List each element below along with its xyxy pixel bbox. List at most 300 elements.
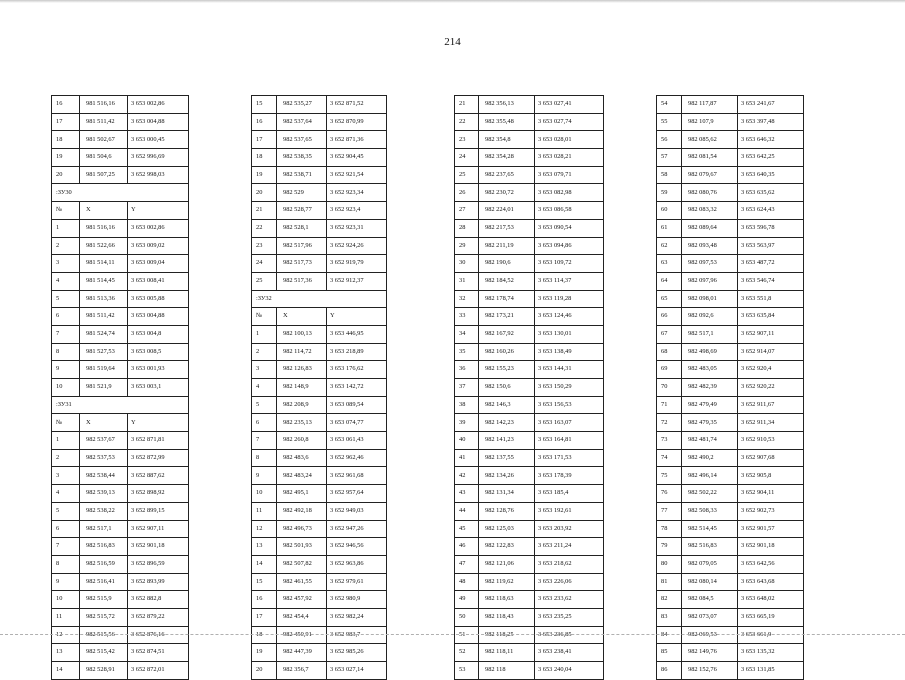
table-row <box>455 255 604 273</box>
coordinate-x: 982 142,23 <box>479 414 535 432</box>
point-number: 81 <box>657 573 682 591</box>
point-number: 34 <box>455 325 479 343</box>
table-row <box>52 290 189 308</box>
coordinate-y: 3 652 904,45 <box>327 149 387 167</box>
coordinate-y: 3 653 171,53 <box>535 449 604 467</box>
coordinate-x: 982 237,65 <box>479 166 535 184</box>
table-row <box>455 149 604 167</box>
point-number: 18 <box>252 626 277 644</box>
table-row <box>455 219 604 237</box>
coordinate-y: 3 652 911,67 <box>738 396 804 414</box>
table-row <box>455 325 604 343</box>
point-number: 23 <box>252 237 277 255</box>
point-number: 10 <box>52 379 80 397</box>
coordinate-y: 3 653 176,62 <box>327 361 387 379</box>
coordinate-y: 3 653 001,93 <box>128 361 189 379</box>
coordinate-y: 3 653 009,04 <box>128 255 189 273</box>
point-number: 16 <box>252 113 277 131</box>
point-number: 5 <box>52 290 80 308</box>
point-number: 7 <box>52 325 80 343</box>
table-row <box>455 449 604 467</box>
table-row <box>52 219 189 237</box>
table-row <box>455 432 604 450</box>
coordinate-x: 982 515,42 <box>80 644 128 662</box>
point-number: 4 <box>52 485 80 503</box>
point-number: 43 <box>455 485 479 503</box>
point-number: 84 <box>657 626 682 644</box>
coordinate-y: 3 653 119,28 <box>535 290 604 308</box>
table-row <box>657 414 804 432</box>
point-number: 52 <box>455 644 479 662</box>
coordinate-y: 3 652 914,07 <box>738 343 804 361</box>
point-number: 79 <box>657 538 682 556</box>
coordinate-x: 982 217,53 <box>479 219 535 237</box>
coordinate-y: 3 652 902,73 <box>738 502 804 520</box>
table-row <box>657 467 804 485</box>
coordinate-x: 982 208,9 <box>277 396 327 414</box>
point-number: 68 <box>657 343 682 361</box>
table-row <box>455 538 604 556</box>
coordinate-x: 982 211,19 <box>479 237 535 255</box>
coordinate-x: 982 080,76 <box>682 184 738 202</box>
table-row <box>455 202 604 220</box>
table-row <box>455 414 604 432</box>
coordinate-x: 982 354,8 <box>479 131 535 149</box>
coordinate-x: 981 513,36 <box>80 290 128 308</box>
coordinate-y: 3 653 002,86 <box>128 219 189 237</box>
coordinate-y: 3 652 872,99 <box>128 449 189 467</box>
point-number: 14 <box>52 662 80 680</box>
point-number: 20 <box>252 662 277 680</box>
coordinate-y: 3 652 920,22 <box>738 379 804 397</box>
coordinate-y: 3 653 218,62 <box>535 555 604 573</box>
table-row <box>252 432 387 450</box>
coordinate-y: 3 653 640,35 <box>738 166 804 184</box>
coordinate-x: 982 121,06 <box>479 555 535 573</box>
coordinate-y: 3 653 003,1 <box>128 379 189 397</box>
point-number: 7 <box>252 432 277 450</box>
coordinate-x: 982 126,83 <box>277 361 327 379</box>
coordinate-x: 982 224,01 <box>479 202 535 220</box>
table-row <box>657 113 804 131</box>
coordinate-x: 982 537,64 <box>277 113 327 131</box>
coordinate-y: 3 652 947,26 <box>327 520 387 538</box>
point-number: 15 <box>252 573 277 591</box>
coordinate-y: 3 653 226,06 <box>535 573 604 591</box>
point-number: 83 <box>657 608 682 626</box>
parcel-section-label: :ЗУ32 <box>252 290 387 308</box>
coordinate-x: 982 107,9 <box>682 113 738 131</box>
table-row <box>657 237 804 255</box>
coordinate-x: 982 167,92 <box>479 325 535 343</box>
coordinate-x: 982 450,91 <box>277 626 327 644</box>
coordinate-y: 3 652 912,37 <box>327 272 387 290</box>
point-number: 11 <box>52 608 80 626</box>
coordinate-x: 982 160,26 <box>479 343 535 361</box>
table-row <box>657 485 804 503</box>
coordinate-y: 3 652 924,26 <box>327 237 387 255</box>
coordinate-y: 3 653 142,72 <box>327 379 387 397</box>
table-row <box>52 96 189 114</box>
coordinate-x: 981 502,67 <box>80 131 128 149</box>
coordinate-x: 982 085,62 <box>682 131 738 149</box>
table-row <box>657 520 804 538</box>
table-row <box>252 502 387 520</box>
coordinate-y: 3 652 921,54 <box>327 166 387 184</box>
coordinate-y: 3 653 004,8 <box>128 325 189 343</box>
coordinate-y: 3 652 874,51 <box>128 644 189 662</box>
coordinate-y: 3 653 203,92 <box>535 520 604 538</box>
coordinate-y: 3 653 646,32 <box>738 131 804 149</box>
coordinate-table-1 <box>51 95 189 680</box>
point-number: 76 <box>657 485 682 503</box>
coordinate-y: 3 653 192,61 <box>535 502 604 520</box>
table-row <box>657 272 804 290</box>
header-y: Y <box>128 202 189 220</box>
point-number: 3 <box>52 467 80 485</box>
coordinate-x: 982 079,05 <box>682 555 738 573</box>
coordinate-y: 3 653 211,24 <box>535 538 604 556</box>
table-row <box>657 538 804 556</box>
coordinate-x: 982 190,6 <box>479 255 535 273</box>
coordinate-x: 982 184,52 <box>479 272 535 290</box>
coordinate-y: 3 652 962,46 <box>327 449 387 467</box>
coordinate-y: 3 653 643,68 <box>738 573 804 591</box>
coordinate-x: 982 538,44 <box>80 467 128 485</box>
table-row <box>455 644 604 662</box>
coordinate-x: 981 521,9 <box>80 379 128 397</box>
coordinate-x: 982 537,53 <box>80 449 128 467</box>
scan-bottom-edge <box>0 634 905 636</box>
point-number: 73 <box>657 432 682 450</box>
coordinate-y: 3 653 008,5 <box>128 343 189 361</box>
coordinate-y: 3 653 027,41 <box>535 96 604 114</box>
point-number: 44 <box>455 502 479 520</box>
coordinate-y: 3 652 957,64 <box>327 485 387 503</box>
coordinate-y: 3 653 446,95 <box>327 325 387 343</box>
coordinate-y: 3 652 901,18 <box>128 538 189 556</box>
coordinate-x: 982 516,59 <box>80 555 128 573</box>
parcel-section-label: :ЗУ30 <box>52 184 189 202</box>
point-number: 37 <box>455 379 479 397</box>
table-row <box>657 361 804 379</box>
table-row <box>657 325 804 343</box>
coordinate-x: 982 081,54 <box>682 149 738 167</box>
coordinate-x: 982 457,92 <box>277 591 327 609</box>
point-number: 30 <box>455 255 479 273</box>
coordinate-x: 982 354,28 <box>479 149 535 167</box>
coordinate-y: 3 653 635,62 <box>738 184 804 202</box>
table-row <box>455 396 604 414</box>
point-number: 13 <box>252 538 277 556</box>
table-row <box>252 485 387 503</box>
table-row <box>657 202 804 220</box>
coordinate-y: 3 652 923,4 <box>327 202 387 220</box>
coordinate-y: 3 653 130,01 <box>535 325 604 343</box>
point-number: 10 <box>52 591 80 609</box>
point-number: 14 <box>252 555 277 573</box>
table-row <box>52 555 189 573</box>
header-x: X <box>277 308 327 326</box>
coordinate-y: 3 652 901,57 <box>738 520 804 538</box>
coordinate-y: 3 652 872,01 <box>128 662 189 680</box>
table-row <box>455 131 604 149</box>
coordinate-y: 3 652 949,03 <box>327 502 387 520</box>
point-number: 9 <box>252 467 277 485</box>
point-number: 45 <box>455 520 479 538</box>
table-row <box>657 166 804 184</box>
table-row <box>455 343 604 361</box>
coordinate-x: 982 148,9 <box>277 379 327 397</box>
table-row <box>455 662 604 680</box>
coordinate-y: 3 652 946,56 <box>327 538 387 556</box>
table-row <box>252 184 387 202</box>
table-row <box>52 379 189 397</box>
coordinate-x: 981 504,6 <box>80 149 128 167</box>
header-y: Y <box>128 414 189 432</box>
coordinate-x: 981 516,16 <box>80 96 128 114</box>
header-number: № <box>52 414 80 432</box>
point-number: 60 <box>657 202 682 220</box>
coordinate-x: 982 155,23 <box>479 361 535 379</box>
table-row <box>455 520 604 538</box>
point-number: 12 <box>52 626 80 644</box>
table-row <box>657 432 804 450</box>
table-row <box>455 555 604 573</box>
coordinate-x: 982 134,26 <box>479 467 535 485</box>
coordinate-x: 982 537,67 <box>80 432 128 450</box>
point-number: 39 <box>455 414 479 432</box>
coordinate-y: 3 653 241,67 <box>738 96 804 114</box>
point-number: 6 <box>52 308 80 326</box>
coordinate-y: 3 652 979,61 <box>327 573 387 591</box>
point-number: 9 <box>52 361 80 379</box>
coordinate-x: 982 073,07 <box>682 608 738 626</box>
coordinate-x: 982 114,72 <box>277 343 327 361</box>
point-number: 72 <box>657 414 682 432</box>
coordinate-x: 982 118 <box>479 662 535 680</box>
point-number: 20 <box>252 184 277 202</box>
coordinate-x: 982 528,77 <box>277 202 327 220</box>
table-row <box>657 396 804 414</box>
point-number: 19 <box>252 166 277 184</box>
coordinate-x: 982 537,65 <box>277 131 327 149</box>
point-number: 41 <box>455 449 479 467</box>
coordinate-x: 982 149,76 <box>682 644 738 662</box>
coordinate-x: 981 519,64 <box>80 361 128 379</box>
coordinate-y: 3 652 898,92 <box>128 485 189 503</box>
table-row <box>455 290 604 308</box>
point-number: 86 <box>657 662 682 680</box>
coordinate-x: 982 230,72 <box>479 184 535 202</box>
coordinate-x: 982 128,76 <box>479 502 535 520</box>
table-row <box>52 237 189 255</box>
point-number: 75 <box>657 467 682 485</box>
coordinate-y: 3 652 896,59 <box>128 555 189 573</box>
table-row <box>252 591 387 609</box>
coordinate-x: 981 511,42 <box>80 113 128 131</box>
coordinate-x: 982 528,1 <box>277 219 327 237</box>
table-row <box>455 573 604 591</box>
table-row <box>657 96 804 114</box>
point-number: 70 <box>657 379 682 397</box>
point-number: 24 <box>252 255 277 273</box>
coordinate-y: 3 653 164,81 <box>535 432 604 450</box>
table-row <box>252 166 387 184</box>
point-number: 32 <box>455 290 479 308</box>
point-number: 26 <box>455 184 479 202</box>
coordinate-x: 982 084,5 <box>682 591 738 609</box>
table-row <box>657 573 804 591</box>
coordinate-x: 982 479,49 <box>682 396 738 414</box>
coordinate-x: 982 483,6 <box>277 449 327 467</box>
coordinate-y: 3 653 004,88 <box>128 308 189 326</box>
coordinate-y: 3 653 094,86 <box>535 237 604 255</box>
coordinate-x: 982 118,11 <box>479 644 535 662</box>
table-row <box>252 414 387 432</box>
coordinate-y: 3 652 907,11 <box>738 325 804 343</box>
coordinate-y: 3 653 163,07 <box>535 414 604 432</box>
table-row <box>52 644 189 662</box>
coordinate-y: 3 653 642,25 <box>738 149 804 167</box>
coordinate-x: 981 522,66 <box>80 237 128 255</box>
coordinate-y: 3 652 985,26 <box>327 644 387 662</box>
coordinate-x: 982 495,1 <box>277 485 327 503</box>
coordinate-x: 981 507,25 <box>80 166 128 184</box>
coordinate-x: 982 517,1 <box>682 325 738 343</box>
scan-top-edge <box>0 0 905 3</box>
point-number: 22 <box>455 113 479 131</box>
point-number: 4 <box>52 272 80 290</box>
point-number: 74 <box>657 449 682 467</box>
table-row <box>52 449 189 467</box>
point-number: 31 <box>455 272 479 290</box>
coordinate-y: 3 653 086,58 <box>535 202 604 220</box>
coordinate-x: 982 173,21 <box>479 308 535 326</box>
coordinate-x: 982 178,74 <box>479 290 535 308</box>
point-number: 16 <box>52 96 80 114</box>
coordinate-x: 982 122,83 <box>479 538 535 556</box>
coordinate-x: 982 528,91 <box>80 662 128 680</box>
coordinate-x: 982 481,74 <box>682 432 738 450</box>
coordinate-y: 3 652 963,86 <box>327 555 387 573</box>
coordinate-y: 3 652 980,9 <box>327 591 387 609</box>
table-row <box>52 361 189 379</box>
point-number: 42 <box>455 467 479 485</box>
point-number: 3 <box>52 255 80 273</box>
point-number: 59 <box>657 184 682 202</box>
coordinate-y: 3 653 665,19 <box>738 608 804 626</box>
table-row <box>52 662 189 680</box>
table-row <box>455 379 604 397</box>
table-row <box>252 520 387 538</box>
coordinate-y: 3 653 131,85 <box>738 662 804 680</box>
coordinate-y: 3 652 983,7 <box>327 626 387 644</box>
coordinate-y: 3 653 642,56 <box>738 555 804 573</box>
coordinate-y: 3 653 114,37 <box>535 272 604 290</box>
point-number: 56 <box>657 131 682 149</box>
coordinate-x: 982 498,69 <box>682 343 738 361</box>
coordinate-y: 3 653 074,77 <box>327 414 387 432</box>
coordinate-x: 982 535,27 <box>277 96 327 114</box>
coordinate-y: 3 653 596,78 <box>738 219 804 237</box>
table-row <box>52 485 189 503</box>
coordinate-x: 982 508,33 <box>682 502 738 520</box>
coordinate-y: 3 653 397,48 <box>738 113 804 131</box>
point-number: 77 <box>657 502 682 520</box>
point-number: 10 <box>252 485 277 503</box>
coordinate-x: 982 479,35 <box>682 414 738 432</box>
table-row <box>657 131 804 149</box>
point-number: 6 <box>252 414 277 432</box>
table-row <box>52 272 189 290</box>
coordinate-x: 982 482,39 <box>682 379 738 397</box>
header-x: X <box>80 202 128 220</box>
header-number: № <box>252 308 277 326</box>
coordinate-y: 3 653 027,14 <box>327 662 387 680</box>
point-number: 58 <box>657 166 682 184</box>
coordinate-x: 982 516,83 <box>682 538 738 556</box>
table-row <box>657 662 804 680</box>
header-y: Y <box>327 308 387 326</box>
point-number: 1 <box>252 325 277 343</box>
table-row <box>455 361 604 379</box>
table-row <box>455 591 604 609</box>
table-row <box>252 608 387 626</box>
coordinate-x: 982 131,34 <box>479 485 535 503</box>
point-number: 53 <box>455 662 479 680</box>
coordinate-x: 982 137,55 <box>479 449 535 467</box>
table-row <box>52 538 189 556</box>
point-number: 21 <box>455 96 479 114</box>
point-number: 46 <box>455 538 479 556</box>
point-number: 6 <box>52 520 80 538</box>
table-row <box>657 308 804 326</box>
point-number: 25 <box>252 272 277 290</box>
point-number: 57 <box>657 149 682 167</box>
coordinate-table-3 <box>454 95 604 680</box>
table-row <box>252 131 387 149</box>
point-number: 23 <box>455 131 479 149</box>
coordinate-y: 3 653 082,98 <box>535 184 604 202</box>
table-row <box>657 379 804 397</box>
coordinate-x: 982 538,22 <box>80 502 128 520</box>
coordinate-y: 3 652 904,11 <box>738 485 804 503</box>
table-row <box>657 149 804 167</box>
point-number: 78 <box>657 520 682 538</box>
coordinate-y: 3 652 887,62 <box>128 467 189 485</box>
coordinate-x: 982 515,56 <box>80 626 128 644</box>
coordinate-x: 982 496,73 <box>277 520 327 538</box>
coordinate-y: 3 652 920,4 <box>738 361 804 379</box>
point-number: 2 <box>252 343 277 361</box>
coordinate-y: 3 653 635,84 <box>738 308 804 326</box>
coordinate-x: 982 356,13 <box>479 96 535 114</box>
point-number: 63 <box>657 255 682 273</box>
point-number: 5 <box>52 502 80 520</box>
point-number: 22 <box>252 219 277 237</box>
header-number: № <box>52 202 80 220</box>
section-title-row <box>52 184 189 202</box>
coordinate-x: 982 517,73 <box>277 255 327 273</box>
coordinate-x: 982 356,7 <box>277 662 327 680</box>
coordinate-y: 3 653 138,49 <box>535 343 604 361</box>
point-number: 62 <box>657 237 682 255</box>
coordinate-x: 982 461,55 <box>277 573 327 591</box>
point-number: 16 <box>252 591 277 609</box>
point-number: 61 <box>657 219 682 237</box>
point-number: 19 <box>52 149 80 167</box>
